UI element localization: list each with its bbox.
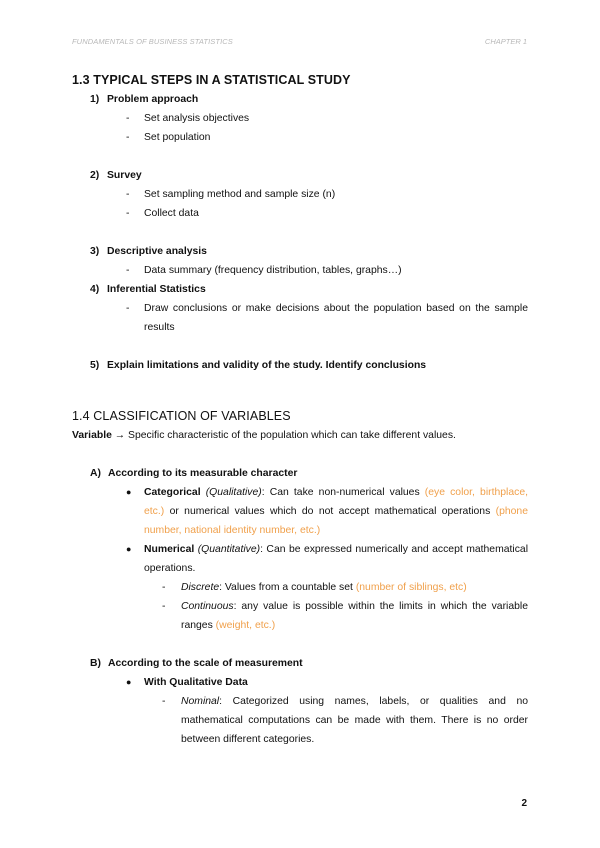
page-content xyxy=(72,70,528,749)
list-item: - Draw conclusions or make decisions about the population based on the sample results xyxy=(126,303,528,333)
example-text: (number of siblings, etc) xyxy=(355,582,467,593)
header-book-title: FUNDAMENTALS OF BUSINESS STATISTICS xyxy=(72,37,233,46)
section-title-1-3: 1.3 TYPICAL STEPS IN A STATISTICAL STUDY xyxy=(72,73,351,87)
bullet-icon: ● xyxy=(126,487,132,497)
example-text: (phone number, national identity number, etc.) xyxy=(144,506,528,536)
section-title-1-4: 1.4 CLASSIFICATION OF VARIABLES xyxy=(72,409,291,423)
header-chapter: CHAPTER 1 xyxy=(484,37,527,46)
sub-item-nominal: - Nominal: Categorized using names, labels, or qualities and no mathematical computations can be made with them. There is no order between different categories. xyxy=(162,696,528,745)
step-label: Inferential Statistics xyxy=(107,284,206,295)
step-number: 1) xyxy=(90,94,100,105)
category-a: A) According to its measurable character xyxy=(90,468,298,479)
list-item: - Collect data xyxy=(126,208,199,219)
page-number: 2 xyxy=(521,798,527,809)
category-b: B) According to the scale of measurement xyxy=(90,658,303,669)
bullet-icon: ● xyxy=(126,677,132,687)
example-text: (weight, etc.) xyxy=(215,620,276,631)
step-4 xyxy=(90,280,528,299)
list-item: - Data summary (frequency distribution, tables, graphs…) xyxy=(126,265,402,276)
sub-item-discrete: - Discrete: Values from a countable set (number of siblings, etc) xyxy=(162,582,467,593)
variable-term: Variable xyxy=(72,430,112,441)
list-item: - Set population xyxy=(126,132,211,143)
list-item: - Set sampling method and sample size (n) xyxy=(126,189,336,200)
step-label: Descriptive analysis xyxy=(107,246,207,257)
step-label: Problem approach xyxy=(107,94,199,105)
step-number: 5) xyxy=(90,360,100,371)
variable-definition: Variable → Specific characteristic of the population which can take different values. xyxy=(72,430,456,441)
sub-item-continuous: - Continuous: any value is possible within the limits in which the variable ranges (weight, etc.) xyxy=(162,601,528,631)
step-5 xyxy=(90,356,528,375)
step-1 xyxy=(90,90,528,109)
example-text: (eye color, birthplace, etc.) xyxy=(144,487,528,517)
step-label: Explain limitations and validity of the study. Identify conclusions xyxy=(107,360,427,371)
step-3 xyxy=(90,242,528,261)
step-number: 4) xyxy=(90,284,100,295)
step-number: 2) xyxy=(90,170,100,181)
list-item: - Set analysis objectives xyxy=(126,113,250,124)
page-header xyxy=(72,37,527,49)
bullet-categorical: ● Categorical (Qualitative): Can take non-numerical values (eye color, birthplace, etc.) or numerical values which do not accept mathematical operations (phone number, national identity number, etc.) xyxy=(72,483,528,540)
step-2 xyxy=(90,166,528,185)
step-label: Survey xyxy=(107,170,142,181)
bullet-numerical: ● Numerical (Quantitative): Can be expressed numerically and accept mathematical operations. xyxy=(72,540,528,578)
bullet-qualitative-data: ● With Qualitative Data xyxy=(72,673,528,692)
step-number: 3) xyxy=(90,246,100,257)
bullet-icon: ● xyxy=(126,544,132,554)
